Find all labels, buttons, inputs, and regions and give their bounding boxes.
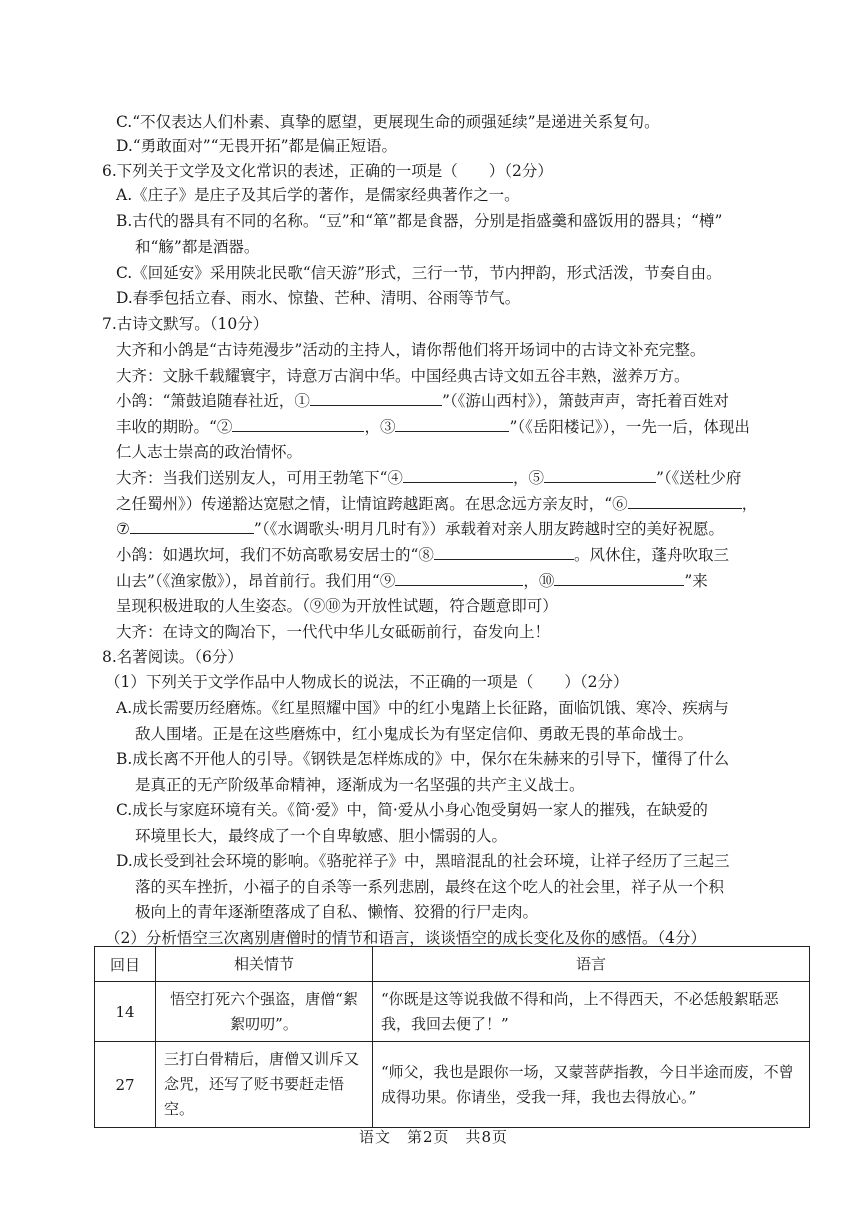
text: 丰收的期盼。“②	[116, 418, 233, 436]
column-header: 相关情节	[156, 947, 373, 982]
q7-stem: 7.古诗文默写。（10分）	[102, 315, 269, 333]
language-cell: “你既是这等说我做不得和尚，上不得西天，不必恁般絮聒恶我，我回去便了！”	[373, 982, 810, 1042]
table-row	[95, 1042, 810, 1128]
chapter-cell: 27	[95, 1042, 156, 1128]
text: 。风休住，蓬舟吹取三	[573, 546, 729, 564]
language-cell: “师父，我也是跟你一场，又蒙菩萨指教，今日半途而废，不曾成得功果。你请坐，受我一拜，我也去得放心。”	[373, 1042, 810, 1128]
text: 小鸽：“箫鼓追随春社近，①	[116, 392, 310, 410]
text: 山去”（《渔家傲》），昂首前行。我们用“⑨	[116, 572, 396, 590]
answer-blank-4[interactable]	[403, 468, 513, 483]
q5-option-c: C.“不仅表达人们朴素、真挚的愿望，更展现生命的顽强延续”是递进关系复句。	[116, 113, 660, 131]
text: ，③	[364, 418, 396, 436]
q7-line: 大齐：在诗文的陶冶下，一代代中华儿女砥砺前行，奋发向上！	[116, 623, 551, 641]
answer-blank-10[interactable]	[554, 571, 684, 586]
text: ，⑩	[523, 572, 555, 590]
text: ”（《送杜少府	[655, 469, 742, 487]
plot-cell: 悟空打死六个强盗，唐僧“絮絮叨叨”。	[156, 982, 373, 1042]
q8-option-d: D.成长受到社会环境的影响。《骆驼祥子》中，黑暗混乱的社会环境，让祥子经历了三起三	[116, 852, 730, 870]
text: ”（《岳阳楼记》），一先一后，体现出	[509, 418, 750, 436]
text: ，⑤	[512, 469, 544, 487]
plot-cell: 三打白骨精后，唐僧又训斥又念咒，还写了贬书要赶走悟空。	[156, 1042, 373, 1128]
plot-language-table	[94, 946, 810, 1128]
page-footer: 语文 第2页 共8页	[358, 1128, 509, 1146]
q8-option-b-cont: 是真正的无产阶级革命精神，逐渐成为一名坚强的共产主义战士。	[135, 776, 585, 794]
answer-blank-8[interactable]	[434, 545, 574, 560]
q6-option-d: D.春季包括立春、雨水、惊蛰、芒种、清明、谷雨等节气。	[116, 289, 521, 307]
text: ”（《水调歌头·明月几时有》）承载着对亲人朋友跨越时空的美好祝愿。	[253, 520, 725, 538]
answer-blank-6[interactable]	[628, 494, 742, 509]
q6-option-b: B.古代的器具有不同的名称。“豆”和“箪”都是食器，分别是指盛羹和盛饭用的器具；“樽”	[116, 212, 723, 230]
column-header: 语言	[373, 947, 810, 982]
q5-option-d: D.“勇敢面对”“无畏开拓”都是偏正短语。	[116, 137, 397, 155]
q8-sub1: （1）下列关于文学作品中人物成长的说法，不正确的一项是（ ）（2分）	[105, 673, 629, 691]
text: 大齐：当我们送别友人，可用王勃笔下“④	[116, 469, 403, 487]
q8-sub2: （2）分析悟空三次离别唐僧时的情节和语言，谈谈悟空的成长变化及你的感悟。（4分）	[105, 929, 706, 947]
q7-line: 大齐：文脉千载耀寰宇，诗意万古润中华。中国经典古诗文如五谷丰熟，滋养万方。	[116, 367, 690, 385]
q6-option-c: C.《回延安》采用陕北民歌“信天游”形式，三行一节，节内押韵，形式活泼，节奏自由。	[116, 264, 722, 282]
answer-blank-9[interactable]	[395, 571, 523, 586]
answer-blank-3[interactable]	[395, 417, 509, 432]
chapter-cell: 14	[95, 982, 156, 1042]
q7-line	[116, 417, 750, 437]
q6-stem: 6.下列关于文学及文化常识的表述，正确的一项是（ ）（2分）	[102, 162, 553, 180]
q7-line	[116, 545, 729, 565]
q8-stem: 8.名著阅读。（6分）	[102, 648, 243, 666]
q7-line	[116, 571, 708, 591]
answer-blank-1[interactable]	[310, 391, 442, 406]
q6-option-a: A.《庄子》是庄子及其后学的著作，是儒家经典著作之一。	[116, 186, 520, 204]
table-header-row	[95, 947, 810, 982]
q8-option-a: A.成长需要历经磨炼。《红星照耀中国》中的红小鬼踏上长征路，面临饥饿、寒冷、疾病与	[116, 699, 729, 717]
text: ”来	[684, 572, 708, 590]
table-row	[95, 982, 810, 1042]
q8-option-d-cont: 落的买车挫折，小福子的自杀等一系列悲剧，最终在这个吃人的社会里，祥子从一个积	[135, 878, 725, 896]
q7-line	[116, 391, 729, 411]
answer-blank-2[interactable]	[232, 417, 364, 432]
q6-option-b-cont: 和“觞”都是酒器。	[135, 238, 260, 256]
q7-line	[116, 494, 757, 514]
answer-blank-5[interactable]	[544, 468, 656, 483]
answer-blank-7[interactable]	[130, 519, 254, 534]
q8-option-c: C.成长与家庭环境有关。《简·爱》中，简·爱从小身心饱受舅妈一家人的摧残，在缺爱的	[116, 801, 708, 819]
q8-option-c-cont: 环境里长大，最终成了一个自卑敏感、胆小懦弱的人。	[135, 827, 508, 845]
q8-option-a-cont: 敌人围堵。正是在这些磨炼中，红小鬼成长为有坚定信仰、勇敢无畏的革命战士。	[135, 725, 694, 743]
q7-line: 仁人志士崇高的政治情怀。	[116, 443, 303, 461]
q8-option-d-cont: 极向上的青年逐渐堕落成了自私、懒惰、狡猾的行尸走肉。	[135, 903, 539, 921]
column-header: 回目	[95, 947, 156, 982]
q7-line	[116, 519, 724, 539]
q7-line: 呈现积极进取的人生姿态。（⑨⑩为开放性试题，符合题意即可）	[116, 597, 558, 615]
q8-option-b: B.成长离不开他人的引导。《钢铁是怎样炼成的》中，保尔在朱赫来的引导下，懂得了什么	[116, 750, 730, 768]
q7-line	[116, 468, 741, 488]
text: ⑦	[116, 520, 130, 538]
q7-intro: 大齐和小鸽是“古诗苑漫步”活动的主持人，请你帮他们将开场词中的古诗文补充完整。	[116, 341, 706, 359]
text: ”（《游山西村》），箫鼓声声，寄托着百姓对	[441, 392, 729, 410]
text: 小鸽：如遇坎坷，我们不妨高歌易安居士的“⑧	[116, 546, 434, 564]
text: 之任蜀州》）传递豁达宽慰之情，让情谊跨越距离。在思念远方亲友时，“⑥	[116, 495, 628, 513]
text: ，	[741, 495, 758, 513]
